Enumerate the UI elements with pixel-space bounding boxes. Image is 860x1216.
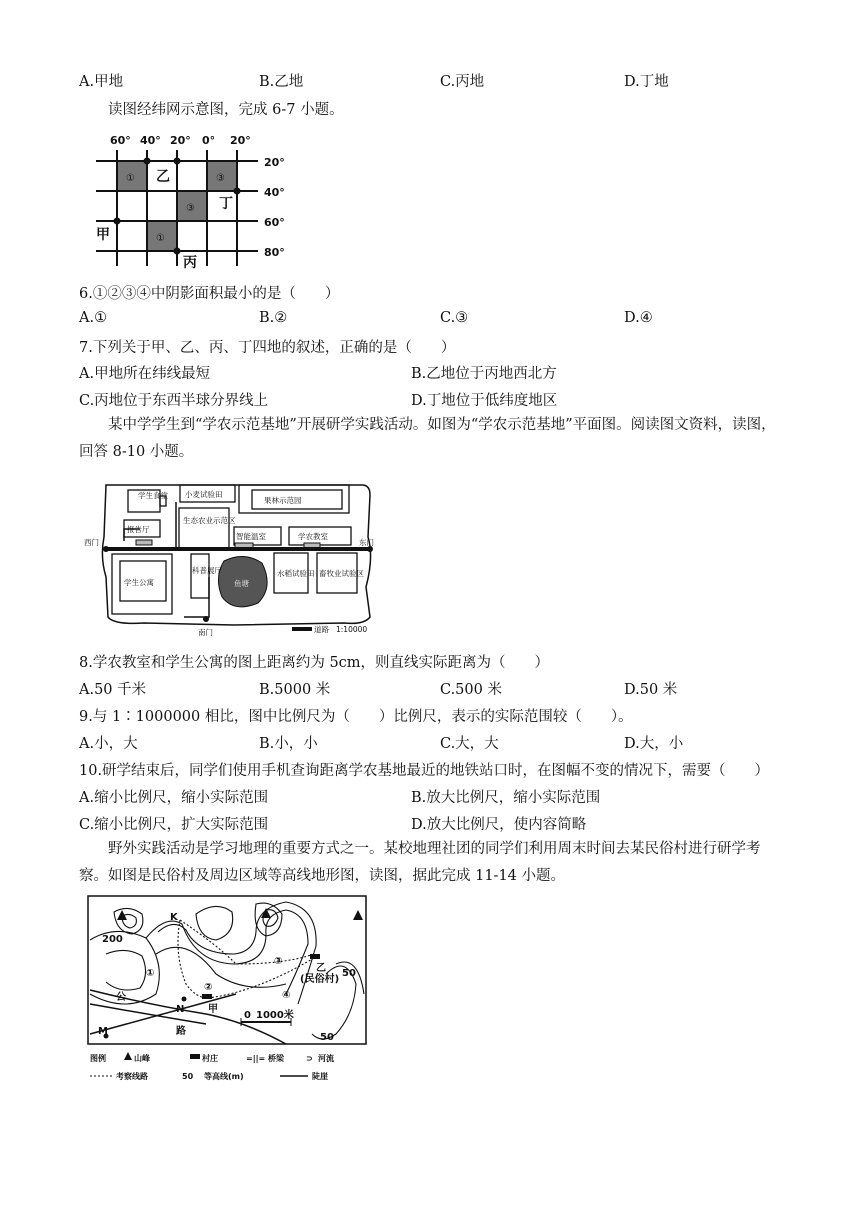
contour-label: ② <box>204 982 213 993</box>
contour-label: 公 <box>116 992 126 1003</box>
legend-label: 1:10000 <box>336 625 368 634</box>
lon-label: 20° <box>170 134 191 147</box>
cell-label: ① <box>156 233 165 244</box>
lon-label: 40° <box>140 134 161 147</box>
lon-label: 60° <box>110 134 131 147</box>
lat-label: 80° <box>264 246 285 259</box>
lat-label: 20° <box>264 156 285 169</box>
map-label: 学农教室 <box>298 532 328 541</box>
q10-option-d: D.放大比例尺，使内容简略 <box>411 817 587 833</box>
legend-contour-50: 50 <box>182 1072 194 1081</box>
contour-label: ③ <box>274 956 283 967</box>
contour-label: 1000米 <box>256 1010 294 1021</box>
contour-label: N <box>176 1004 185 1015</box>
q8-option-a: A.50 千米 <box>79 682 147 698</box>
map-label: 科普展厅 <box>192 566 222 575</box>
intro-11-14: 野外实践活动是学习地理的重要方式之一。某校地理社团的同学们利用周末时间去某民俗村进行研学考察。如图是民俗村及周边区域等高线地形图，读图，据此完成 11-14 小题。 <box>79 841 761 884</box>
legend-title: 图例 <box>90 1054 106 1063</box>
map-label: 生态农业示范区 <box>183 516 236 525</box>
contour-label: 路 <box>176 1026 186 1037</box>
map-label: 学生食堂 <box>138 491 168 500</box>
q5-option-b: B.乙地 <box>259 74 304 90</box>
place-yi: 乙 <box>156 169 170 185</box>
q5-option-c: C.丙地 <box>440 74 485 90</box>
lon-label: 0° <box>202 134 216 147</box>
gate-label: 西门 <box>84 538 99 547</box>
map-label: 小麦试验田 <box>185 490 223 499</box>
q7-option-d: D.丁地位于低纬度地区 <box>411 393 558 409</box>
lat-label: 60° <box>264 216 285 229</box>
q6-stem: 6.①②③④中阴影面积最小的是（ ） <box>79 286 340 302</box>
lon-label: 20° <box>230 134 251 147</box>
legend-village: 村庄 <box>202 1054 218 1063</box>
contour-label: 乙 <box>316 963 326 974</box>
lat-lon-grid-map <box>88 128 298 273</box>
q10-stem: 10.研学结束后，同学们使用手机查询距离学农基地最近的地铁站口时，在图幅不变的情况下，需要（ ） <box>79 763 770 779</box>
legend-peak: 山峰 <box>134 1054 150 1063</box>
intro-6-7: 读图经纬网示意图，完成 6-7 小题。 <box>108 102 344 118</box>
q9-option-c: C.大，大 <box>440 736 499 752</box>
q9-stem: 9.与 1∶1000000 相比，图中比例尺为（ ）比例尺，表示的实际范围较（ ）。 <box>79 709 633 725</box>
contour-label: 200 <box>102 934 123 945</box>
q8-option-b: B.5000 米 <box>259 682 331 698</box>
legend-route: 考察线路 <box>116 1072 148 1081</box>
legend-cliff: 陡崖 <box>312 1072 328 1081</box>
intro-8-10: 某中学学生到“学农示范基地”开展研学实践活动。如图为“学农示范基地”平面图。阅读图文资料，读图，回答 8-10 小题。 <box>79 417 776 460</box>
q9-option-d: D.大，小 <box>624 736 684 752</box>
q6-option-c: C.③ <box>440 310 469 326</box>
map-label: 学生公寓 <box>124 578 154 587</box>
contour-label: 50 <box>342 968 356 979</box>
gate-label: 东门 <box>359 538 374 547</box>
place-bing: 丙 <box>183 255 197 271</box>
contour-label: M <box>98 1026 108 1037</box>
contour-label: 甲 <box>208 1004 218 1015</box>
legend-contour: 等高线(m) <box>204 1072 244 1081</box>
map-label: 鱼塘 <box>234 579 249 588</box>
contour-label: (民俗村) <box>300 974 340 985</box>
q6-option-a: A.① <box>79 310 108 326</box>
q6-option-d: D.④ <box>624 310 653 326</box>
q7-option-a: A.甲地所在纬线最短 <box>79 366 211 382</box>
legend-label: 道路 <box>314 625 329 634</box>
q7-option-b: B.乙地位于丙地西北方 <box>411 366 557 382</box>
legend-bridge: 桥梁 <box>268 1054 284 1063</box>
cell-label: ③ <box>186 203 195 214</box>
contour-label: 50 <box>320 1032 334 1043</box>
map-label: 智能温室 <box>236 532 266 541</box>
base-plan-map <box>84 477 374 639</box>
place-ding: 丁 <box>219 196 233 212</box>
q5-option-a: A.甲地 <box>79 74 124 90</box>
q8-option-c: C.500 米 <box>440 682 502 698</box>
contour-label: 0 <box>244 1010 251 1021</box>
legend-river: 河流 <box>318 1054 334 1063</box>
cell-label: ③ <box>216 173 225 184</box>
place-jia: 甲 <box>96 227 110 243</box>
contour-label: K <box>170 912 178 923</box>
map-label: 果林示范园 <box>264 496 302 505</box>
q7-stem: 7.下列关于甲、乙、丙、丁四地的叙述，正确的是（ ） <box>79 340 456 356</box>
q9-option-b: B.小，小 <box>259 736 318 752</box>
q7-option-c: C.丙地位于东西半球分界线上 <box>79 393 269 409</box>
legend-river-symbol: ⊃ <box>306 1054 313 1063</box>
q9-option-a: A.小，大 <box>79 736 138 752</box>
q10-option-c: C.缩小比例尺，扩大实际范围 <box>79 817 269 833</box>
q8-stem: 8.学农教室和学生公寓的图上距离约为 5cm，则直线实际距离为（ ） <box>79 655 550 671</box>
q6-option-b: B.② <box>259 310 288 326</box>
q10-option-b: B.放大比例尺，缩小实际范围 <box>411 790 601 806</box>
cell-label: ① <box>126 173 135 184</box>
contour-label: ④ <box>282 990 291 1001</box>
map-label: 畜牧业试验区 <box>319 569 364 578</box>
gate-label: 南门 <box>198 628 213 637</box>
q5-option-d: D.丁地 <box>624 74 669 90</box>
lat-label: 40° <box>264 186 285 199</box>
q8-option-d: D.50 米 <box>624 682 678 698</box>
legend-bridge-symbol: =||= <box>246 1054 266 1063</box>
contour-map <box>86 894 370 1090</box>
map-label: 报告厅 <box>127 525 150 534</box>
contour-label: ① <box>146 968 155 979</box>
q10-option-a: A.缩小比例尺，缩小实际范围 <box>79 790 269 806</box>
map-label: 水稻试验田 <box>277 569 315 578</box>
